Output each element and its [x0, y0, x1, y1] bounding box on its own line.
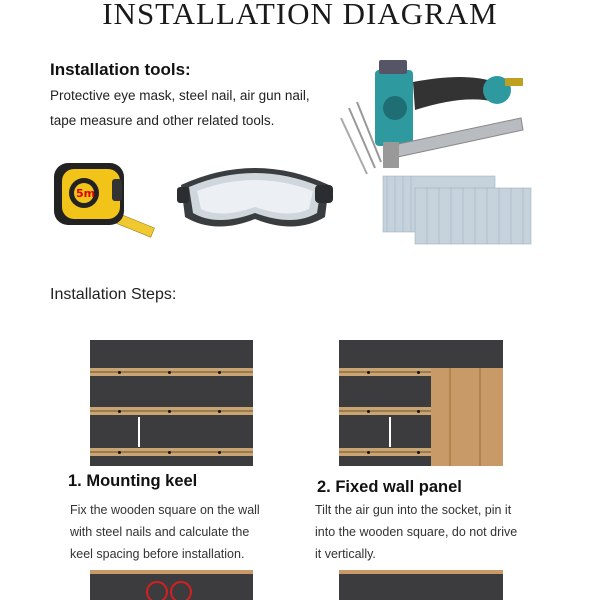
step-2-title: 2. Fixed wall panel: [317, 478, 462, 496]
spacing-indicator: [389, 417, 391, 447]
keel-strip: [90, 407, 253, 415]
wall-panel-board: [431, 368, 503, 466]
step-4-image-partial: [339, 570, 503, 600]
step-1-desc-line-2: with steel nails and calculate the: [70, 525, 250, 539]
highlight-circle-icon: [145, 578, 195, 600]
tape-measure-image: [48, 155, 168, 245]
page-title: INSTALLATION DIAGRAM: [102, 0, 498, 31]
air-nail-gun-image: [335, 58, 535, 248]
safety-goggles-image: [175, 155, 335, 240]
tools-description-line-2: tape measure and other related tools.: [50, 113, 275, 128]
keel-strip: [90, 448, 253, 456]
spacing-indicator: [138, 417, 140, 447]
step-2-wall-panel-image: [339, 340, 503, 466]
tools-description-line-1: Protective eye mask, steel nail, air gun nail,: [50, 88, 310, 103]
step-2-desc-line-2: into the wooden square, do not drive: [315, 525, 518, 539]
step-1-desc-line-1: Fix the wooden square on the wall: [70, 503, 260, 517]
step-2-desc-line-1: Tilt the air gun into the socket, pin it: [315, 503, 512, 517]
step-1-title: 1. Mounting keel: [68, 472, 198, 490]
keel-strip: [90, 368, 253, 376]
step-1-keel-image: [90, 340, 253, 466]
tape-size-label: 5m: [76, 187, 96, 200]
steps-heading: Installation Steps:: [50, 286, 177, 303]
step-2-desc-line-3: it vertically.: [315, 547, 376, 561]
tools-heading: Installation tools:: [50, 60, 191, 79]
step-3-image-partial: [90, 570, 253, 600]
step-1-desc-line-3: keel spacing before installation.: [70, 547, 245, 561]
